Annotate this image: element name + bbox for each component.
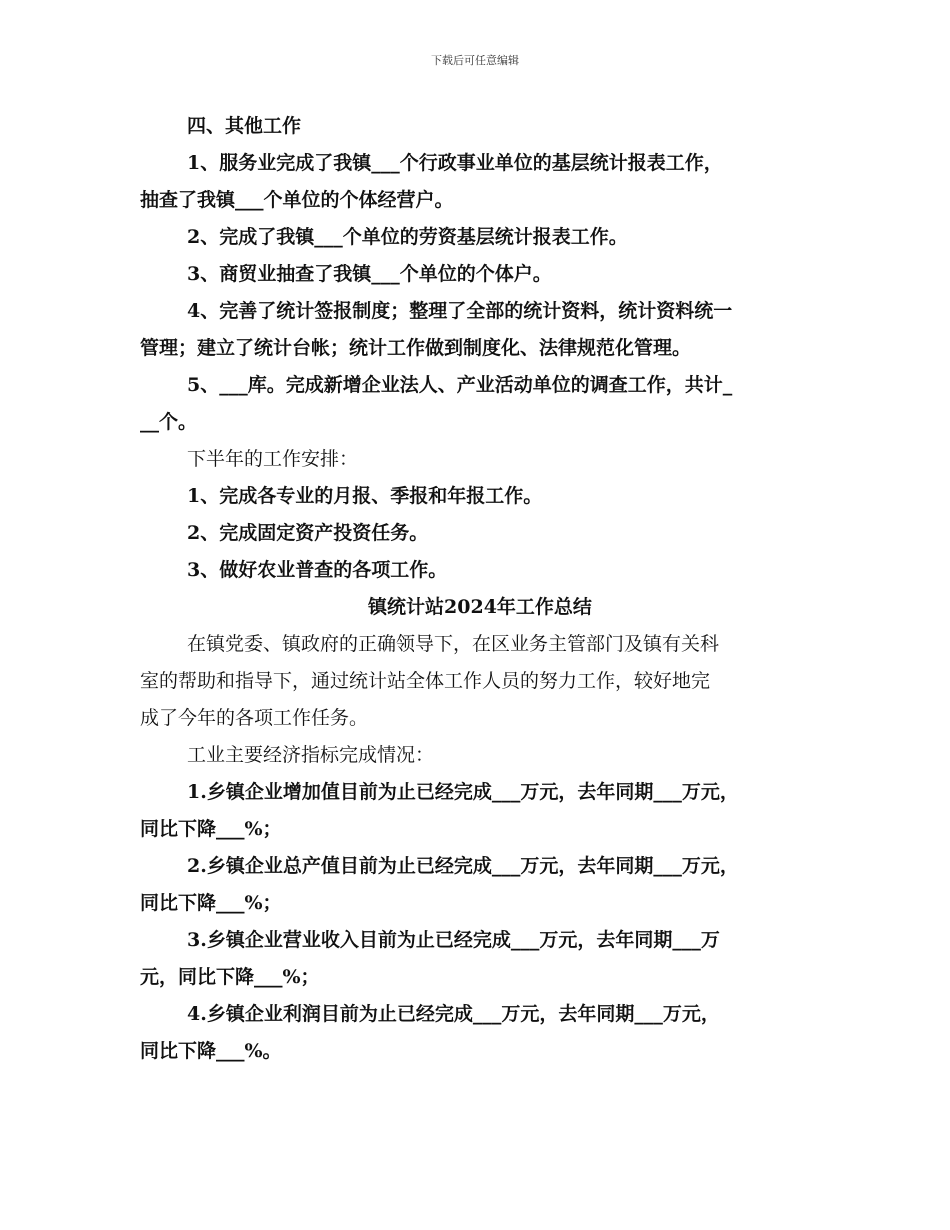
text-line: 在镇党委、镇政府的正确领导下，在区业务主管部门及镇有关科 (187, 633, 720, 655)
text-line: 同比下降___%。 (140, 1040, 282, 1062)
text-line: 3、商贸业抽查了我镇___个单位的个体户。 (187, 263, 552, 285)
page-header: 下载后可任意编辑 (431, 54, 519, 67)
text-line: 室的帮助和指导下，通过统计站全体工作人员的努力工作，较好地完 (140, 670, 711, 692)
text-line: 下半年的工作安排： (187, 448, 359, 470)
text-line: __个。 (140, 411, 198, 433)
text-line: 4、完善了统计签报制度；整理了全部的统计资料，统计资料统一 (187, 300, 733, 322)
text-line: 2、完成固定资产投资任务。 (187, 522, 429, 544)
text-line: 4.乡镇企业利润目前为止已经完成___万元，去年同期___万元， (187, 1003, 720, 1025)
text-line: 抽查了我镇___个单位的个体经营户。 (140, 189, 454, 211)
text-line: 1.乡镇企业增加值目前为止已经完成___万元，去年同期___万元， (187, 781, 739, 803)
text-line: 同比下降___%； (140, 892, 282, 914)
text-line: 管理；建立了统计台帐；统计工作做到制度化、法律规范化管理。 (140, 337, 692, 359)
document-body (140, 108, 820, 1070)
text-line: 1、完成各专业的月报、季报和年报工作。 (187, 485, 543, 507)
text-line: 同比下降___%； (140, 818, 282, 840)
text-line: 元，同比下降___%； (140, 966, 320, 988)
section-title: 镇统计站2024年工作总结 (368, 596, 592, 618)
text-line: 3、做好农业普查的各项工作。 (187, 559, 448, 581)
text-line: 2.乡镇企业总产值目前为止已经完成___万元，去年同期___万元， (187, 855, 739, 877)
text-line: 2、完成了我镇___个单位的劳资基层统计报表工作。 (187, 226, 628, 248)
text-line: 工业主要经济指标完成情况： (187, 744, 435, 766)
text-line: 成了今年的各项工作任务。 (140, 707, 369, 729)
text-line: 四、其他工作 (187, 115, 302, 137)
text-line: 3.乡镇企业营业收入目前为止已经完成___万元，去年同期___万 (187, 929, 720, 951)
text-line: 5、___库。完成新增企业法人、产业活动单位的调查工作，共计_ (187, 374, 733, 396)
text-line: 1、服务业完成了我镇___个行政事业单位的基层统计报表工作， (187, 152, 723, 174)
